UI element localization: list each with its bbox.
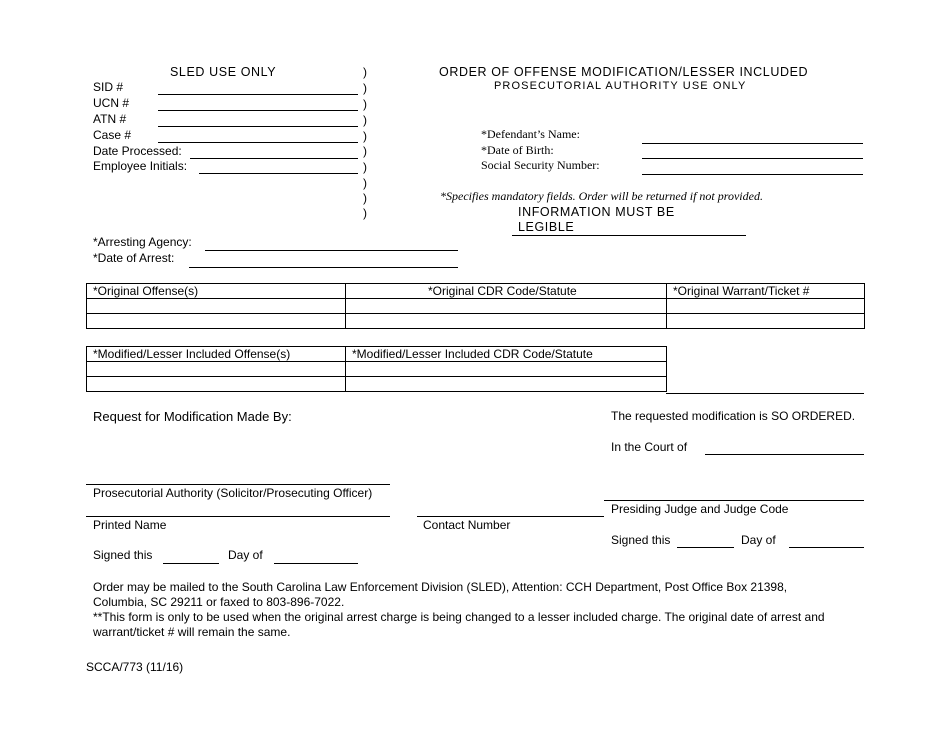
order-day-of-field[interactable] [789,547,864,548]
prosecutor-signature-field[interactable] [86,484,390,485]
printed-name-field[interactable] [86,516,390,517]
form-subtitle: PROSECUTORIAL AUTHORITY USE ONLY [494,80,747,92]
dob-label: *Date of Birth: [481,143,554,157]
usage-note-line1: **This form is only to be used when the original arrest charge is being changed to a lesser included charge. The original date of arrest and [93,610,825,624]
modified-cdr-header: *Modified/Lesser Included CDR Code/Statute [346,347,667,362]
modified-offense-header: *Modified/Lesser Included Offense(s) [87,347,346,362]
request-heading: Request for Modification Made By: [93,409,292,424]
divider-paren: ) [363,65,367,79]
modified-offense-cell[interactable] [87,377,346,392]
order-signed-this-label: Signed this [611,533,671,547]
ucn-field[interactable] [158,110,358,111]
mandatory-notice: *Specifies mandatory fields. Order will be returned if not provided. [440,189,763,203]
ssn-field[interactable] [642,174,863,175]
order-signed-day-field[interactable] [677,547,734,548]
request-signed-this-label: Signed this [93,548,153,562]
original-offense-header: *Original Offense(s) [87,284,346,299]
divider-paren: ) [363,81,367,95]
ucn-label: UCN # [93,96,130,110]
original-offense-cell[interactable] [87,299,346,314]
legible-underline [512,235,746,236]
court-label: In the Court of [611,440,688,454]
table-row [87,362,667,377]
divider-paren: ) [363,176,367,190]
modified-offense-cell[interactable] [87,362,346,377]
printed-name-label: Printed Name [93,518,167,532]
dob-field[interactable] [642,158,863,159]
divider-paren: ) [363,144,367,158]
case-field[interactable] [158,142,358,143]
legible-notice-line1: INFORMATION MUST BE [518,205,675,219]
original-offense-cell[interactable] [87,314,346,329]
prosecutor-label: Prosecutorial Authority (Solicitor/Prosecuting Officer) [93,486,373,500]
atn-label: ATN # [93,112,127,126]
legible-notice-line2: LEGIBLE [518,220,575,234]
modified-table-extension-line [666,393,864,394]
form-title: ORDER OF OFFENSE MODIFICATION/LESSER INCLUDED [439,65,809,79]
arrest-date-label: *Date of Arrest: [93,251,175,265]
table-row [87,299,865,314]
mailing-instructions-line2: Columbia, SC 29211 or faxed to 803-896-7022. [93,595,345,609]
date-processed-label: Date Processed: [93,144,182,158]
divider-paren: ) [363,206,367,220]
defendant-name-field[interactable] [642,143,863,144]
divider-paren: ) [363,129,367,143]
sid-field[interactable] [158,94,358,95]
request-day-of-label: Day of [228,548,263,562]
divider-paren: ) [363,191,367,205]
judge-signature-field[interactable] [604,500,864,501]
original-offense-table [86,283,865,329]
mailing-instructions-line1: Order may be mailed to the South Carolina Law Enforcement Division (SLED), Attention: CCH Department, Post Office Box 21398, [93,580,788,594]
original-cdr-cell[interactable] [346,299,667,314]
date-processed-field[interactable] [190,158,358,159]
divider-paren: ) [363,160,367,174]
employee-initials-field[interactable] [199,173,358,174]
table-row [87,377,667,392]
table-row [87,314,865,329]
defendant-name-label: *Defendant’s Name: [481,127,580,141]
divider-paren: ) [363,113,367,127]
original-warrant-cell[interactable] [667,314,865,329]
original-cdr-cell[interactable] [346,314,667,329]
so-ordered-text: The requested modification is SO ORDERED. [611,409,856,423]
request-day-of-field[interactable] [274,563,358,564]
modified-offense-table [86,346,667,392]
table-header-row [87,347,667,362]
contact-number-field[interactable] [417,516,604,517]
arresting-agency-label: *Arresting Agency: [93,235,192,249]
modified-cdr-cell[interactable] [346,362,667,377]
sid-label: SID # [93,80,124,94]
contact-number-label: Contact Number [423,518,511,532]
request-signed-day-field[interactable] [163,563,219,564]
original-warrant-cell[interactable] [667,299,865,314]
atn-field[interactable] [158,126,358,127]
judge-label: Presiding Judge and Judge Code [611,502,789,516]
ssn-label: Social Security Number: [481,158,600,172]
original-cdr-header: *Original CDR Code/Statute [346,284,667,299]
employee-initials-label: Employee Initials: [93,159,188,173]
table-header-row [87,284,865,299]
modified-cdr-cell[interactable] [346,377,667,392]
arrest-date-field[interactable] [189,267,458,268]
court-field[interactable] [705,454,864,455]
case-label: Case # [93,128,132,142]
form-id: SCCA/773 (11/16) [86,660,184,674]
sled-heading: SLED USE ONLY [170,65,277,79]
usage-note-line2: warrant/ticket # will remain the same. [93,625,291,639]
order-day-of-label: Day of [741,533,776,547]
original-warrant-header: *Original Warrant/Ticket # [667,284,865,299]
divider-paren: ) [363,97,367,111]
arresting-agency-field[interactable] [205,250,458,251]
